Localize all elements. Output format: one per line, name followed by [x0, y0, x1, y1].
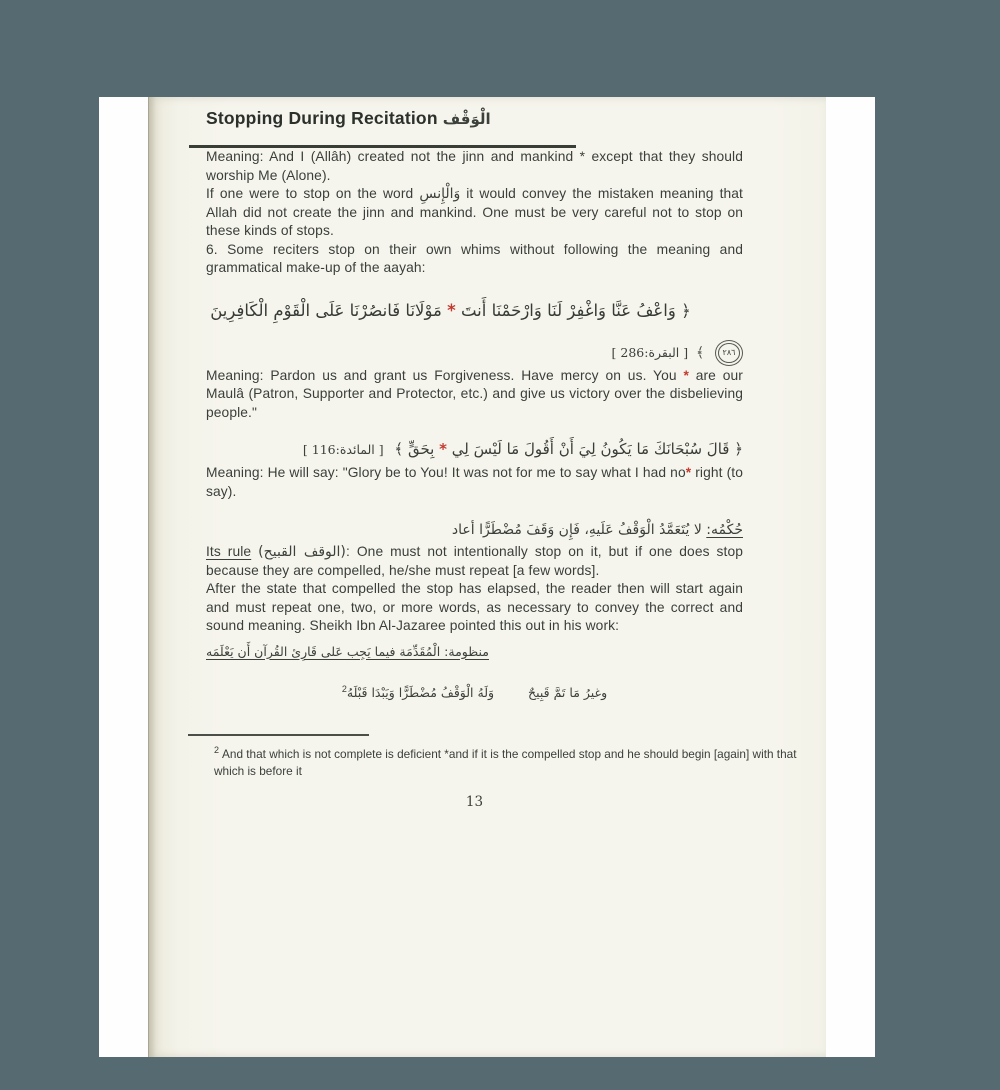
verse-baqarah-text-pre: ﴿ وَاعْفُ عَنَّا وَاغْفِرْ لَنَا وَارْحَمْنَا أَنتَ	[460, 300, 691, 320]
meaning-pardon-post: are our Maulâ (Patron, Supporter and Protector, etc.) and give us victory over the disbelieving people."	[206, 367, 743, 420]
paragraph-stop-word	[206, 185, 743, 241]
poetry-footnote-ref: 2	[341, 683, 347, 694]
quran-verse-baqarah	[158, 296, 743, 326]
hukm-label: حُكْمُه:	[706, 522, 743, 538]
its-rule-arabic: (الوقف القبيح)	[258, 544, 346, 560]
meaning-glory-post: right (to say).	[206, 465, 743, 499]
paragraph-meaning-pardon	[206, 367, 743, 423]
paragraph-meaning-glory	[206, 464, 743, 501]
quran-verse-maidah	[206, 435, 743, 464]
paragraph-its-rule	[206, 543, 743, 580]
poetry-hemistich-1: وغيرُ مَا تَمَّ قَبِيحٌ	[528, 684, 608, 700]
page-title	[206, 105, 743, 132]
stop-word-arabic: وَالْإِنسِ	[419, 186, 461, 202]
its-rule-label: Its rule	[206, 544, 252, 559]
verse-baqarah-reference-line	[206, 341, 743, 367]
verse-baqarah-text-post: مَوْلَانَا فَانصُرْنَا عَلَى الْقَوْمِ الْكَافِرِينَ	[210, 300, 442, 320]
paragraph-after-state: After the state that compelled the stop has elapsed, the reader then will start again and must repeat one, two, or more words, as necessary to convey the correct and sound meaning. Sheikh Ibn Al-Jazaree pointed this out in his work:	[206, 581, 743, 633]
stop-marker-asterisk: *	[439, 440, 447, 458]
verse-maidah-text-pre: ﴿ قَالَ سُبْحَانَكَ مَا يَكُونُ لِيَ أَنْ أَقُولَ مَا لَيْسَ لِي	[451, 440, 743, 458]
scanned-book-page	[148, 97, 826, 1057]
paragraph-item-6: 6. Some reciters stop on their own whims without following the meaning and grammatical make-up of the aayah:	[206, 241, 743, 275]
stop-marker-asterisk: *	[685, 465, 692, 480]
footnote-body: And that which is not complete is deficient *and if it is the compelled stop and he should begin [again] with that which is before it	[214, 746, 797, 778]
verse-maidah-text-post: بِحَقٍّ ﴾	[394, 440, 435, 458]
stop-word-text-post: it would convey the mistaken meaning that Allah did not create the jinn and mankind. One must be very careful not to stop on these kinds of stops.	[206, 186, 743, 238]
open-book-facing-page	[99, 97, 875, 1057]
ayah-number-medallion: ٢٨٦	[718, 343, 740, 363]
footnote-text	[214, 742, 820, 780]
page-title-english: Stopping During Recitation	[206, 108, 438, 128]
manzuma-title-line: منظومة: الْمُقَدِّمَة فيما يَجِب عَلى قَارِئ القُرآن أَن يَعْلَمَه	[206, 643, 489, 659]
page-number: 13	[465, 793, 484, 810]
verse-maidah-reference: [ المائدة:116 ]	[302, 442, 384, 457]
poetry-line	[206, 677, 743, 705]
page-content	[206, 97, 797, 810]
footnote-divider-rule	[188, 734, 369, 736]
stop-word-text-pre: If one were to stop on the word	[206, 186, 414, 201]
hukm-text: لا يُتَعَمَّدُ الْوَقْفُ عَلَيهِ، فَإِن وَقَفَ مُضْطَرًّا أعاد	[451, 522, 702, 538]
verse-end-ornament: ﴾	[695, 344, 705, 361]
poetry-hemistich-2: وَلَهُ الْوَقْفُ مُضْطَرًّا وَيَبْدَا قَبْلَهُ	[346, 684, 495, 700]
paragraph-meaning-jinn: Meaning: And I (Allâh) created not the jinn and mankind * except that they should worship Me (Alone).	[206, 149, 743, 183]
footnote-marker: 2	[214, 744, 220, 755]
verse-baqarah-reference: [ البقرة:286 ]	[611, 344, 689, 360]
arabic-ruling-line	[206, 518, 743, 543]
page-title-arabic: الْوَقْف	[442, 110, 491, 128]
stop-marker-asterisk: *	[683, 367, 689, 383]
meaning-glory-pre: Meaning: He will say: "Glory be to You! It was not for me to say what I had no	[206, 465, 686, 480]
meaning-pardon-pre: Meaning: Pardon us and grant us Forgiveness. Have mercy on us. You	[206, 367, 684, 383]
stop-marker-asterisk: *	[447, 300, 456, 320]
its-rule-rest: : One must not intentionally stop on it, but if one does stop because they are compelled, he/she must repeat [a few words].	[206, 544, 743, 578]
